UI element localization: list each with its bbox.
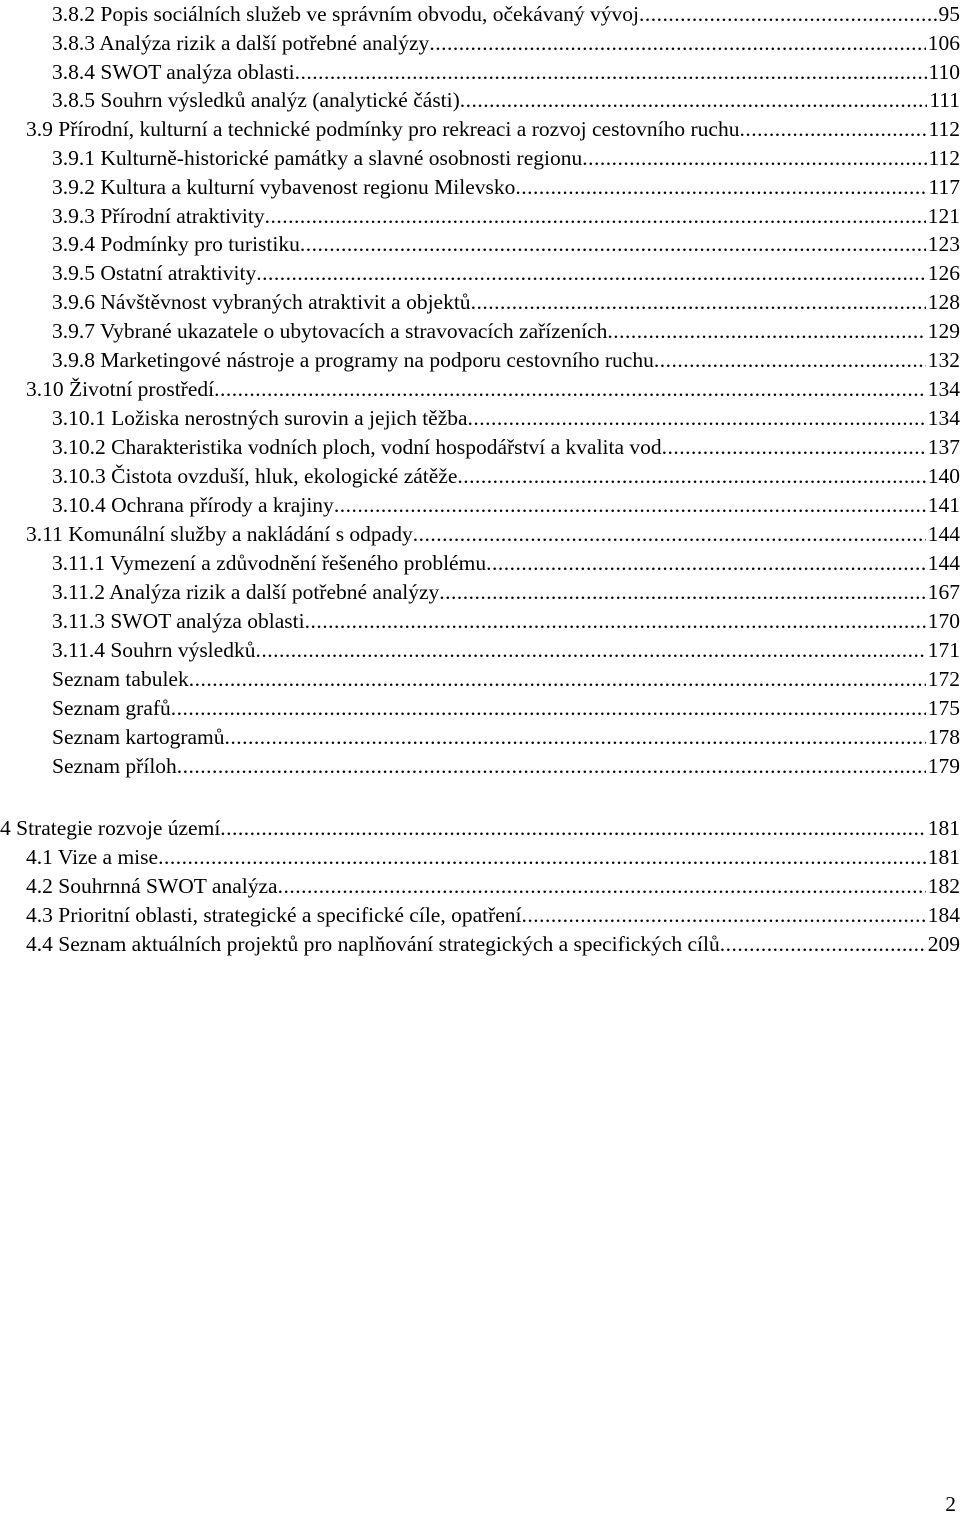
toc-entry-title: 3.11.1 Vymezení a zdůvodnění řešeného problému	[52, 551, 487, 575]
toc-entry-page: 129	[927, 319, 960, 343]
toc-entry-page: 112	[928, 117, 960, 141]
toc-entry[interactable]	[52, 259, 960, 288]
toc-leader-dots	[214, 375, 926, 404]
toc-leader-dots	[220, 814, 925, 843]
toc-entry-page: 167	[927, 580, 960, 604]
toc-entry-page: 128	[927, 290, 960, 314]
toc-entry[interactable]	[52, 58, 960, 87]
toc-entry[interactable]	[52, 346, 960, 375]
toc-leader-dots	[225, 723, 926, 752]
toc-entry[interactable]	[26, 901, 960, 930]
toc-leader-dots	[654, 346, 926, 375]
toc-leader-dots	[177, 752, 926, 781]
toc-entry-page: 111	[929, 88, 960, 112]
toc-entry-title: 3.11.3 SWOT analýza oblasti	[52, 609, 305, 633]
toc-leader-dots	[189, 665, 926, 694]
toc-leader-dots	[300, 230, 926, 259]
toc-entry-title: 3.10 Životní prostředí	[26, 377, 215, 401]
toc-entry-title: 3.8.3 Analýza rizik a další potřebné analýzy	[52, 31, 430, 55]
toc-entry[interactable]	[52, 694, 960, 723]
toc-entry-title: 3.9.8 Marketingové nástroje a programy na podporu cestovního ruchu	[52, 348, 654, 372]
toc-entry-title: 3.9.7 Vybrané ukazatele o ubytovacích a stravovacích zařízeních	[52, 319, 608, 343]
toc-leader-dots	[278, 872, 926, 901]
toc-leader-dots	[522, 901, 926, 930]
toc-leader-dots	[171, 694, 926, 723]
toc-entry[interactable]	[26, 520, 960, 549]
toc-entry-page: 170	[927, 609, 960, 633]
toc-entry[interactable]	[52, 723, 960, 752]
toc-entry-title: 3.11 Komunální služby a nakládání s odpady	[26, 522, 413, 546]
toc-entry-page: 171	[927, 638, 960, 662]
toc-entry-title: 3.9.1 Kulturně-historické památky a slavné osobnosti regionu	[52, 146, 583, 170]
toc-leader-dots	[460, 86, 928, 115]
toc-entry-page: 117	[928, 175, 960, 199]
toc-leader-dots	[429, 29, 925, 58]
toc-entry[interactable]	[26, 375, 960, 404]
toc-entry-page: 123	[927, 232, 960, 256]
toc-entry-page: 179	[927, 754, 960, 778]
toc-entry-page: 121	[927, 204, 960, 228]
toc-leader-dots	[158, 843, 926, 872]
toc-entry[interactable]	[52, 636, 960, 665]
toc-entry-title: 3.10.3 Čistota ovzduší, hluk, ekologické zátěže	[52, 464, 458, 488]
toc-entry[interactable]	[52, 202, 960, 231]
toc-entry-page: 182	[927, 874, 960, 898]
toc-leader-dots	[305, 607, 926, 636]
toc-entry-title: 4.2 Souhrnná SWOT analýza	[26, 874, 278, 898]
toc-entry-title: 3.8.5 Souhrn výsledků analýz (analytické části)	[52, 88, 460, 112]
toc-entry-title: 4 Strategie rozvoje území	[0, 816, 221, 840]
toc-leader-dots	[515, 173, 926, 202]
page-number: 2	[945, 1492, 956, 1516]
toc-entry[interactable]	[52, 317, 960, 346]
toc-leader-dots	[582, 144, 926, 173]
toc-entry[interactable]	[52, 144, 960, 173]
toc-entry-title: 3.9.3 Přírodní atraktivity	[52, 204, 265, 228]
toc-entry[interactable]	[26, 930, 960, 959]
toc-leader-dots	[471, 288, 926, 317]
toc-leader-dots	[639, 0, 937, 29]
toc-entry-page: 175	[927, 696, 960, 720]
toc-leader-dots	[255, 636, 925, 665]
toc-entry-page: 110	[928, 60, 960, 84]
toc-leader-dots	[439, 578, 925, 607]
toc-entry[interactable]	[52, 665, 960, 694]
toc-entry-page: 178	[927, 725, 960, 749]
toc-leader-dots	[295, 58, 927, 87]
toc-entry-page: 184	[927, 903, 960, 927]
toc-leader-dots	[334, 491, 926, 520]
toc-entry-title: 3.9.6 Návštěvnost vybraných atraktivit a objektů	[52, 290, 471, 314]
toc-entry-page: 172	[927, 667, 960, 691]
toc-entry[interactable]	[26, 843, 960, 872]
toc-leader-dots	[662, 433, 926, 462]
toc-entry[interactable]	[52, 752, 960, 781]
toc-entry-title: 4.1 Vize a mise	[26, 845, 159, 869]
toc-entry-title: 3.9 Přírodní, kulturní a technické podmínky pro rekreaci a rozvoj cestovního ruchu	[26, 117, 740, 141]
toc-entry-page: 126	[927, 261, 960, 285]
toc-entry-page: 141	[927, 493, 960, 517]
toc-entry-page: 106	[927, 31, 960, 55]
toc-entry-title: 3.8.2 Popis sociálních služeb ve správním obvodu, očekávaný vývoj	[52, 2, 639, 26]
toc-entry[interactable]	[52, 288, 960, 317]
toc-leader-dots	[413, 520, 926, 549]
toc-entry-title: Seznam příloh	[52, 754, 177, 778]
toc-entry-page: 181	[927, 816, 960, 840]
toc-entry[interactable]	[52, 433, 960, 462]
toc-leader-dots	[607, 317, 925, 346]
toc-entry-title: 4.4 Seznam aktuálních projektů pro naplňování strategických a specifických cílů	[26, 932, 720, 956]
toc-entry-title: 3.11.2 Analýza rizik a další potřebné analýzy	[52, 580, 440, 604]
toc-entry-page: 137	[927, 435, 960, 459]
toc-entry[interactable]	[26, 872, 960, 901]
toc-entry[interactable]	[0, 814, 960, 843]
toc-entry[interactable]	[26, 115, 960, 144]
toc-leader-dots	[720, 930, 926, 959]
toc-leader-dots	[457, 462, 925, 491]
toc-entry-title: 3.11.4 Souhrn výsledků	[52, 638, 256, 662]
toc-entry[interactable]	[52, 491, 960, 520]
toc-entry[interactable]	[52, 173, 960, 202]
toc-entry-title: Seznam tabulek	[52, 667, 189, 691]
toc-leader-dots	[256, 259, 926, 288]
toc-entry[interactable]	[52, 462, 960, 491]
toc-entry-title: 3.10.4 Ochrana přírody a krajiny	[52, 493, 334, 517]
toc-leader-dots	[265, 202, 926, 231]
toc-entry-page: 140	[927, 464, 960, 488]
toc-entry[interactable]	[52, 86, 960, 115]
toc-entry-title: 3.9.2 Kultura a kulturní vybavenost regionu Milevsko	[52, 175, 516, 199]
toc-entry-page: 134	[927, 406, 960, 430]
toc-entry-title: 3.9.4 Podmínky pro turistiku	[52, 232, 300, 256]
toc-entry-title: Seznam kartogramů	[52, 725, 225, 749]
toc-entry[interactable]	[52, 404, 960, 433]
toc-entry-page: 95	[938, 2, 960, 26]
toc-entry[interactable]	[52, 578, 960, 607]
toc-leader-dots	[486, 549, 926, 578]
toc-entry-page: 134	[927, 377, 960, 401]
toc-entry-page: 132	[927, 348, 960, 372]
toc-entry[interactable]	[52, 607, 960, 636]
toc-entry-page: 112	[928, 146, 960, 170]
toc-entry-page: 209	[927, 932, 960, 956]
toc-entry-title: 3.10.2 Charakteristika vodních ploch, vodní hospodářství a kvalita vod	[52, 435, 662, 459]
toc-entry[interactable]	[52, 29, 960, 58]
toc-leader-dots	[739, 115, 926, 144]
toc-entry-page: 144	[927, 522, 960, 546]
toc-entry-title: 3.8.4 SWOT analýza oblasti	[52, 60, 295, 84]
toc-entry-title: 4.3 Prioritní oblasti, strategické a specifické cíle, opatření	[26, 903, 522, 927]
toc-entry[interactable]	[52, 549, 960, 578]
toc-entry-title: 3.10.1 Ložiska nerostných surovin a jejich těžba	[52, 406, 468, 430]
toc-entry-title: Seznam grafů	[52, 696, 171, 720]
toc-entry-title: 3.9.5 Ostatní atraktivity	[52, 261, 257, 285]
toc-entry-page: 144	[927, 551, 960, 575]
toc-leader-dots	[468, 404, 926, 433]
toc-entry[interactable]	[52, 230, 960, 259]
toc-entry[interactable]	[52, 0, 960, 29]
toc-entry-page: 181	[927, 845, 960, 869]
